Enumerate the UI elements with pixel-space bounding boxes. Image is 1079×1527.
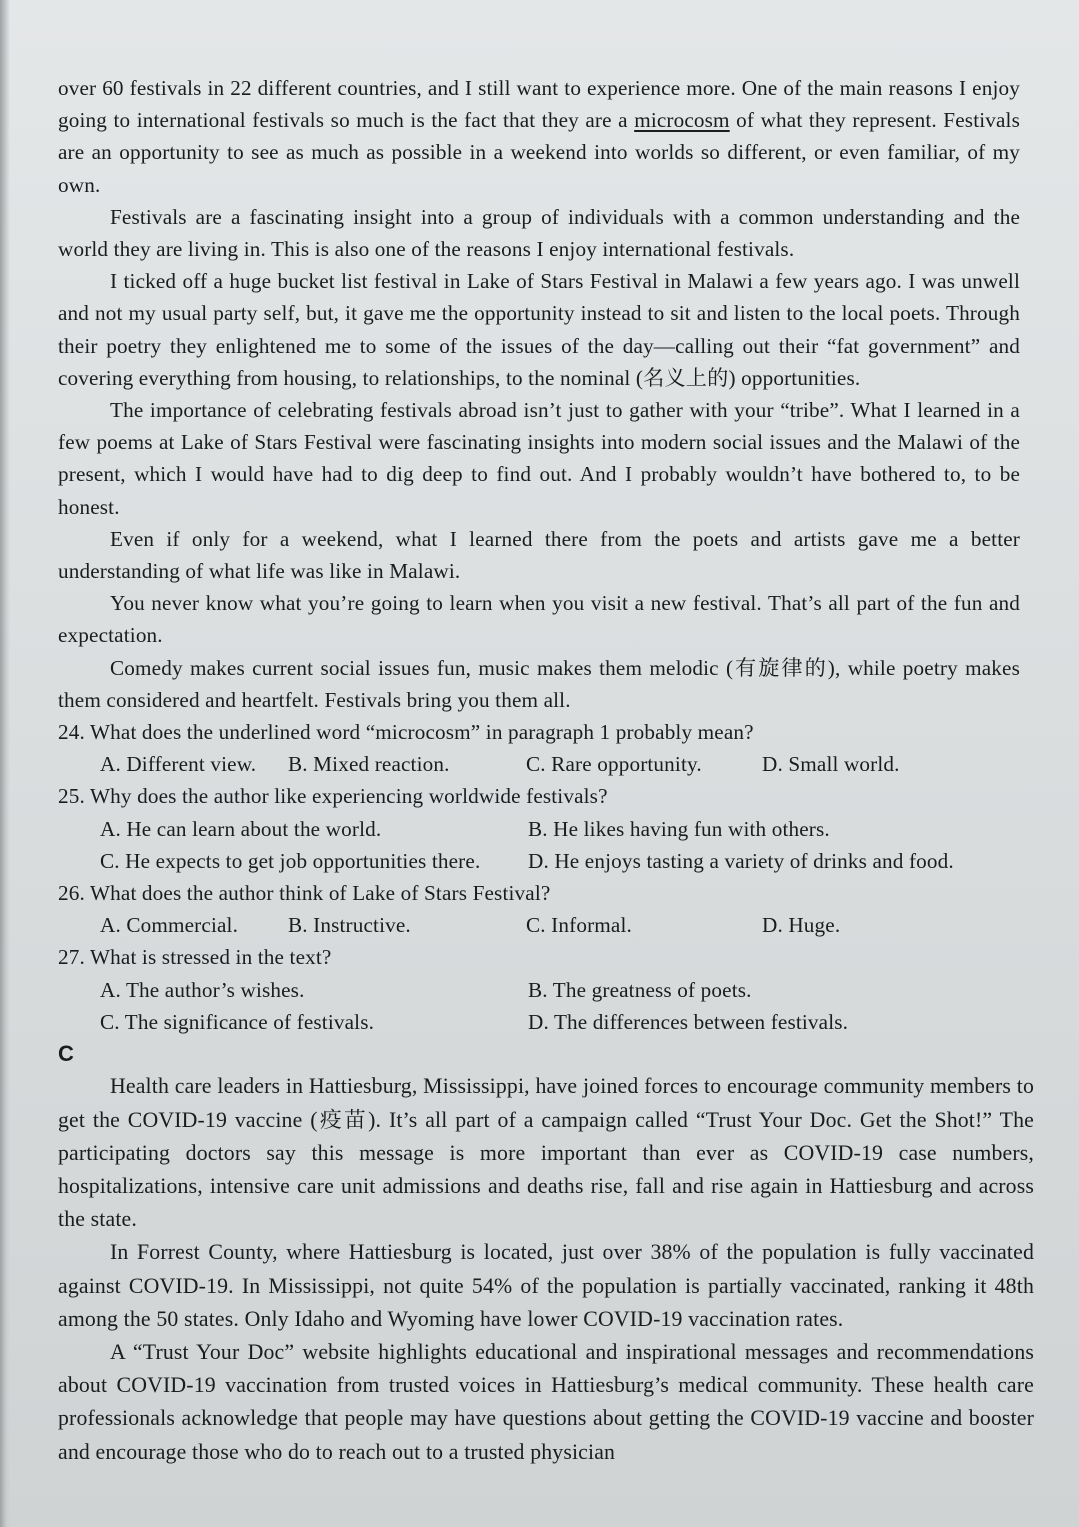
option-d: D. Huge. xyxy=(762,913,841,938)
answer-options xyxy=(58,748,1020,780)
paragraph-3: I ticked off a huge bucket list festival in Lake of Stars Festival in Malawi a few years ago. I was unwell and not my usual party self, but, it gave me the opportunity instead to sit and listen to the local poets. Through their poetry they enlightened me to some of the issues of the day—calling out their “fat government” and covering everything from housing, to relationships, to the nominal (名义上的) opportunities. xyxy=(58,269,1020,390)
option-c: C. He expects to get job opportunities there. xyxy=(100,848,481,873)
option-b: B. The greatness of poets. xyxy=(528,977,752,1002)
paragraph-7: Comedy makes current social issues fun, music makes them melodic (有旋律的), while poetry makes them considered and heartfelt. Festivals bring you them all. xyxy=(58,655,1020,712)
option-c: C. Rare opportunity. xyxy=(526,752,702,777)
option-d: D. He enjoys tasting a variety of drinks and food. xyxy=(528,848,954,873)
paragraph-c1: Health care leaders in Hattiesburg, Mississippi, have joined forces to encourage community members to get the COVID-19 vaccine (疫苗). It’s all part of a campaign called “Trust Your Doc. Get the Shot!” The participating doctors say this message is more important than ever as COVID-19 case numbers, hospitalizations, intensive care unit admissions and deaths rise, fall and rise again in Hattiesburg and across the state. xyxy=(58,1074,1034,1232)
paragraph-2: Festivals are a fascinating insight into a group of individuals with a common understanding and the world they are living in. This is also one of the reasons I enjoy international festivals. xyxy=(58,204,1020,262)
passage-b xyxy=(58,72,1034,1469)
question-26 xyxy=(58,877,1020,941)
question-25 xyxy=(58,780,1020,877)
option-a: A. Different view. xyxy=(100,752,257,777)
option-a: A. Commercial. xyxy=(100,913,239,938)
question-24 xyxy=(58,716,1020,780)
question-stem: 25. Why does the author like experiencing worldwide festivals? xyxy=(58,784,608,809)
option-a: A. The author’s wishes. xyxy=(100,977,305,1002)
option-a: A. He can learn about the world. xyxy=(100,816,382,841)
option-b: B. Mixed reaction. xyxy=(288,752,450,777)
option-b: B. He likes having fun with others. xyxy=(528,816,830,841)
page-binding-shadow xyxy=(0,0,10,1527)
question-stem: 24. What does the underlined word “microcosm” in paragraph 1 probably mean? xyxy=(58,720,754,745)
paragraph-4: The importance of celebrating festivals abroad isn’t just to gather with your “tribe”. What I learned in a few poems at Lake of Stars Festival were fascinating insights into modern social issues and the Malawi of the present, which I would have had to dig deep to find out. And I probably wouldn’t have bothered to, to be honest. xyxy=(58,398,1020,519)
answer-options xyxy=(58,974,1020,1038)
paragraph-c2: In Forrest County, where Hattiesburg is located, just over 38% of the population is fully vaccinated against COVID-19. In Mississippi, not quite 54% of the population is partially vaccinated, ranking it 48th among the 50 states. Only Idaho and Wyoming have lower COVID-19 vaccination rates. xyxy=(58,1240,1034,1331)
question-stem: 26. What does the author think of Lake of Stars Festival? xyxy=(58,881,551,906)
answer-options xyxy=(58,909,1020,941)
option-c: C. Informal. xyxy=(526,913,632,938)
option-c: C. The significance of festivals. xyxy=(100,1009,375,1034)
option-b: B. Instructive. xyxy=(288,913,411,938)
paragraph-5: Even if only for a weekend, what I learned there from the poets and artists gave me a better understanding of what life was like in Malawi. xyxy=(58,526,1020,584)
option-d: D. Small world. xyxy=(762,752,900,777)
paragraph-6: You never know what you’re going to learn when you visit a new festival. That’s all part of the fun and expectation. xyxy=(58,591,1020,648)
passage-c xyxy=(58,1070,1034,1468)
paragraph-1: over 60 festivals in 22 different countries, and I still want to experience more. One of the main reasons I enjoy going to international festivals so much is the fact that they are a microcosm of what they represent. Festivals are an opportunity to see as much as possible in a weekend into worlds so different, or even familiar, of my own. xyxy=(58,76,1020,197)
question-stem: 27. What is stressed in the text? xyxy=(58,945,332,970)
answer-options xyxy=(58,813,1020,877)
section-c-heading: C xyxy=(58,1041,75,1067)
option-d: D. The differences between festivals. xyxy=(528,1009,849,1034)
paragraph-c3: A “Trust Your Doc” website highlights educational and inspirational messages and recommendations about COVID-19 vaccination from trusted voices in Hattiesburg’s medical community. These health care professionals acknowledge that people may have questions about getting the COVID-19 vaccine and booster and encourage those who do to reach out to a trusted physician xyxy=(58,1339,1034,1464)
question-27 xyxy=(58,941,1020,1038)
underlined-word: microcosm xyxy=(634,108,730,133)
